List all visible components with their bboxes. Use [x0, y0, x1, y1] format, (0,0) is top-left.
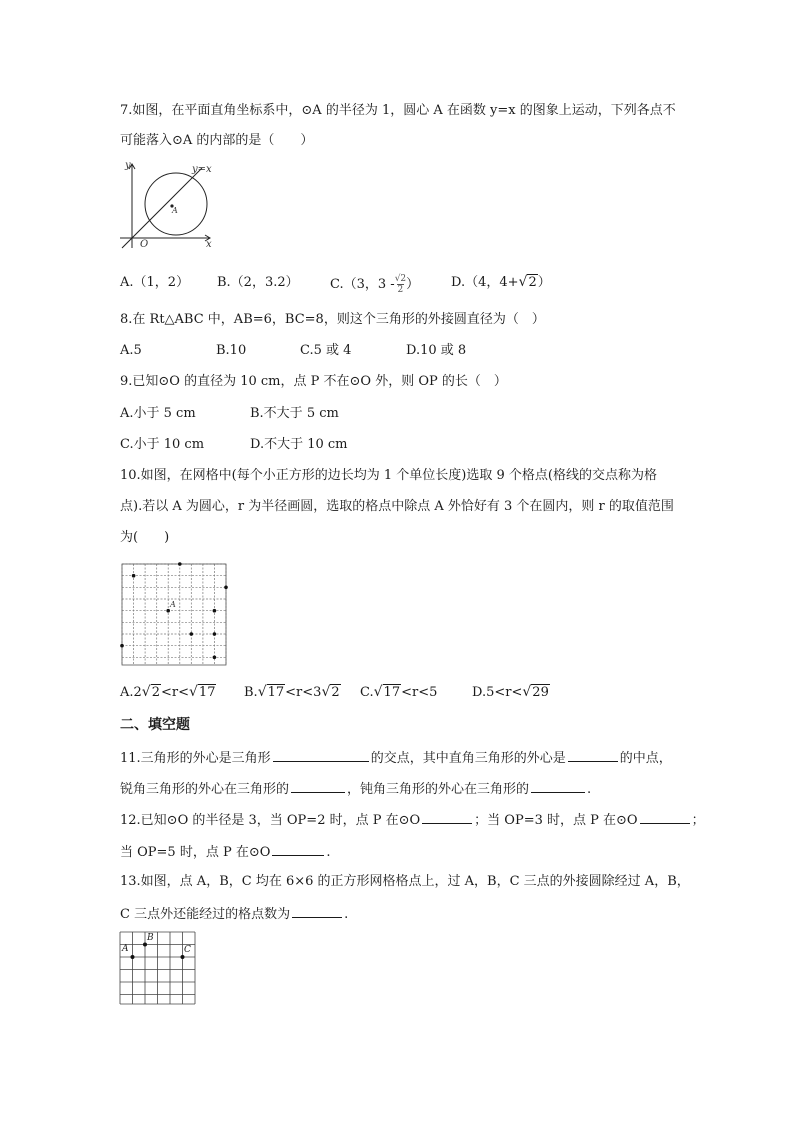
q13-line1: 13.如图，点 A，B，C 均在 6×6 的正方形网格格点上，过 A，B，C 三点的外接圆除经过 A，B， [120, 874, 690, 889]
q7-option-c-frac-den: 2 [397, 285, 404, 295]
q11-text-2a: 锐角三角形的外心在三角形的 [120, 782, 290, 797]
q8-option-b[interactable]: B.10 [216, 343, 247, 358]
q11-text-1b: 的交点，其中直角三角形的外心是 [370, 751, 566, 766]
q10-option-a-prefix: A.2 [120, 685, 142, 700]
q7-coordinate-figure [116, 158, 220, 250]
q7-stem-line2: 可能落入⊙A 的内部的是（ ） [120, 133, 314, 148]
q12-blank-2[interactable] [640, 810, 690, 824]
q11-blank-3[interactable] [291, 779, 345, 793]
q11-blank-1[interactable] [273, 748, 369, 762]
q7-option-a[interactable]: A.（1，2） [120, 275, 190, 290]
q7-option-d-prefix: D.（4，4+ [451, 275, 519, 290]
q7-option-b[interactable]: B.（2，3.2） [217, 275, 299, 290]
q8-option-c[interactable]: C.5 或 4 [300, 343, 352, 358]
q12-blank-3[interactable] [272, 842, 324, 856]
q10-stem-line3: 为( ) [120, 530, 170, 545]
q7-option-c-prefix: C.（3，3 - [330, 277, 395, 292]
q12-line2 [120, 842, 331, 862]
q12-text-1c: ； [691, 813, 705, 828]
q12-text-1b: ；当 OP=3 时，点 P 在⊙O [474, 813, 638, 828]
q7-option-c-fraction [395, 274, 406, 295]
q8-option-a[interactable]: A.5 [120, 343, 142, 358]
q13-label-b: B [147, 933, 154, 943]
q10-option-a-radicand2: 17 [198, 685, 216, 700]
q7-stem-line1: 7.如图，在平面直角坐标系中，⊙A 的半径为 1，圆心 A 在函数 y=x 的图象上运动，下列各点不 [120, 103, 676, 118]
q12-line1 [120, 810, 705, 830]
q10-option-b-prefix: B. [244, 685, 258, 700]
q10-option-b-radicand2: 2 [331, 685, 340, 700]
q10-option-b-mid: <r<3 [285, 685, 322, 700]
q7-center-label: A [172, 206, 178, 215]
q10-option-d[interactable] [472, 684, 550, 702]
q9-option-c[interactable]: C.小于 10 cm [120, 437, 205, 452]
q7-line-y-eq-x [122, 168, 202, 248]
q10-option-c-radicand1: 17 [383, 685, 401, 700]
q10-option-a-sqrt1: √ 2 [141, 684, 160, 700]
q7-option-d-sqrt: √ 2 [518, 274, 537, 290]
q13-text-2a: C 三点外还能经过的格点数为 [120, 907, 291, 922]
q13-blank-1[interactable] [292, 904, 342, 918]
q10-option-b-sqrt2: √ 2 [321, 684, 340, 700]
q7-option-d[interactable] [451, 274, 551, 292]
q7-option-d-radicand: 2 [528, 275, 537, 290]
q11-text-2c: . [587, 782, 592, 797]
q10-option-c-sqrt1: √ 17 [373, 684, 401, 700]
q10-grid-lines [122, 564, 226, 665]
q10-option-c-prefix: C. [360, 685, 374, 700]
q13-line2 [120, 904, 348, 924]
q10-option-b-sqrt1: √ 17 [257, 684, 285, 700]
section-2-heading: 二、填空题 [120, 717, 190, 733]
q10-grid-figure [118, 560, 232, 670]
q11-blank-4[interactable] [531, 779, 585, 793]
q10-option-a[interactable] [120, 684, 216, 702]
q10-option-d-radicand: 29 [532, 685, 549, 700]
q9-stem: 9.已知⊙O 的直径为 10 cm，点 P 不在⊙O 外，则 OP 的长（ ） [120, 374, 507, 389]
q11-text-1c: 的中点， [619, 751, 672, 766]
q11-line2 [120, 779, 591, 799]
q12-text-1a: 12.已知⊙O 的半径是 3，当 OP=2 时，点 P 在⊙O [120, 813, 421, 828]
q10-stem-line1: 10.如图，在网格中(每个小正方形的边长均为 1 个单位长度)选取 9 个格点(格线的交点称为格 [120, 468, 657, 483]
q10-option-c-mid: <r<5 [401, 685, 438, 700]
q13-label-a: A [122, 944, 129, 954]
q7-option-c[interactable] [330, 274, 419, 295]
q7-origin-label: O [140, 239, 149, 250]
q12-blank-1[interactable] [422, 810, 472, 824]
q8-stem: 8.在 Rt△ABC 中，AB=6，BC=8，则这个三角形的外接圆直径为（ ） [120, 312, 545, 327]
q10-option-b-radicand1: 17 [267, 685, 285, 700]
q11-line1 [120, 748, 672, 768]
q10-option-a-radicand1: 2 [151, 685, 160, 700]
q10-option-b[interactable] [244, 684, 341, 702]
q8-option-d[interactable]: D.10 或 8 [406, 343, 467, 358]
q11-text-2b: ，钝角三角形的外心在三角形的 [347, 782, 530, 797]
q13-grid-figure [118, 928, 198, 1006]
q7-option-c-frac-num: √2 [394, 274, 407, 284]
q9-option-d[interactable]: D.不大于 10 cm [250, 437, 348, 452]
q11-text-1a: 11.三角形的外心是三角形 [120, 751, 271, 766]
q13-grid-lines [120, 932, 195, 1004]
q7-x-label: x [206, 239, 212, 250]
q12-text-2b: . [326, 845, 331, 860]
q11-blank-2[interactable] [568, 748, 618, 762]
q10-point-a-label: A [170, 600, 176, 609]
q7-option-c-suffix: ） [406, 277, 420, 292]
q12-text-2a: 当 OP=5 时，点 P 在⊙O [120, 845, 271, 860]
q10-option-d-sqrt: √ 29 [522, 684, 549, 700]
q10-option-d-prefix: D.5<r< [472, 685, 523, 700]
q10-option-a-mid: <r< [161, 685, 189, 700]
q9-option-a[interactable]: A.小于 5 cm [120, 406, 196, 421]
q7-y-label: y [125, 160, 131, 171]
q13-text-2b: . [344, 907, 349, 922]
q10-option-c[interactable] [360, 684, 437, 702]
q13-label-c: C [184, 945, 191, 955]
q7-circle-a [145, 173, 207, 235]
q10-option-a-sqrt2: √ 17 [189, 684, 216, 700]
q9-option-b[interactable]: B.不大于 5 cm [250, 406, 339, 421]
q7-line-label: y=x [192, 164, 212, 175]
q10-stem-line2: 点).若以 A 为圆心，r 为半径画圆，选取的格点中除点 A 外恰好有 3 个在圆内，则 r 的取值范围 [120, 499, 674, 514]
q10-grid-border [122, 564, 226, 665]
q7-option-d-suffix: ） [537, 275, 551, 290]
